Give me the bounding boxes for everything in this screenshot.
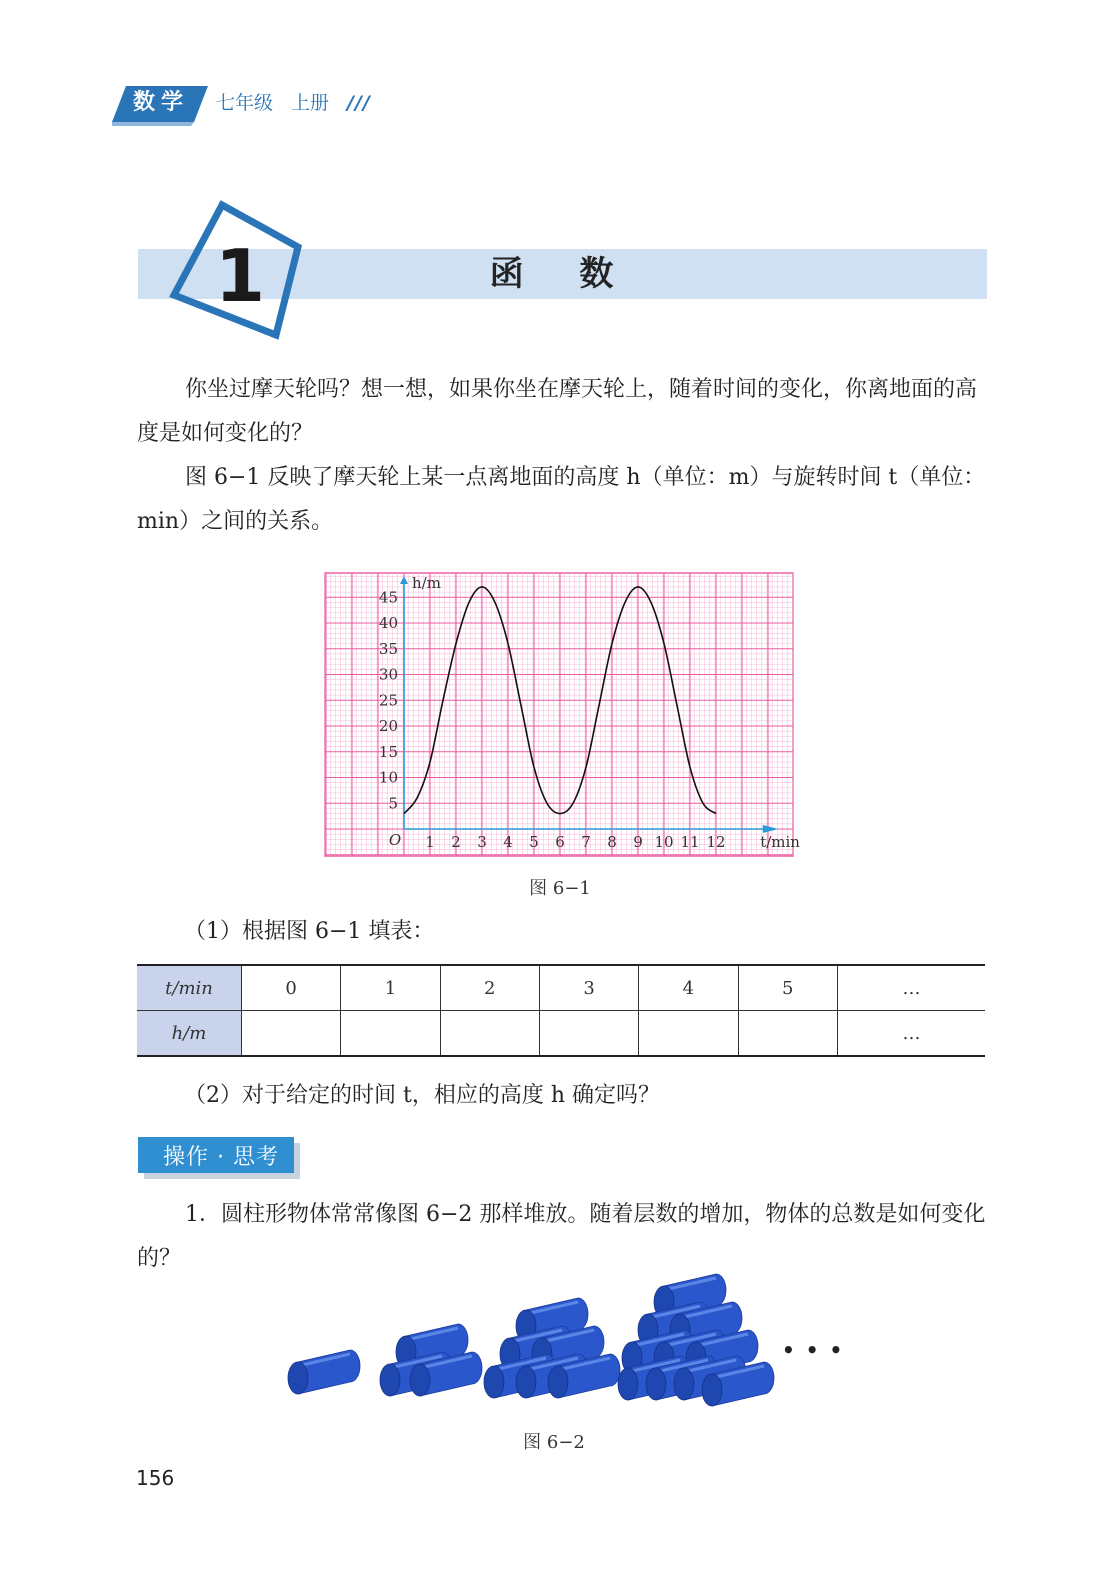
x-tick-label: 2 (451, 833, 461, 851)
volume-label: 上册 (291, 92, 330, 114)
table-cell: 2 (440, 965, 539, 1011)
y-tick-label: 35 (378, 639, 398, 658)
table-cell-blank[interactable] (440, 1011, 539, 1057)
intro-paragraph-2: 图 6−1 反映了摩天轮上某一点离地面的高度 h（单位：m）与旋转时间 t（单位：min）之间的关系。 (137, 465, 986, 534)
continuation-dots: • • • (782, 1338, 845, 1362)
table-cell-blank[interactable] (341, 1011, 440, 1057)
table-cell-blank[interactable] (242, 1011, 341, 1057)
section-number: 1 (214, 234, 266, 318)
question-2: （2）对于给定的时间 t，相应的高度 h 确定吗？ (184, 1083, 660, 1108)
figure-caption-6-2: 图 6−2 (523, 1432, 585, 1453)
y-tick-label: 30 (378, 665, 398, 684)
x-tick-label: 1 (425, 833, 435, 851)
question-1: （1）根据图 6−1 填表： (184, 919, 435, 944)
table-cell: 4 (639, 965, 738, 1011)
table-head-t: t/min (137, 965, 242, 1011)
y-tick-label: 40 (378, 614, 398, 632)
section-title: 函 数 (489, 254, 636, 294)
table-cell-ellipsis: … (837, 1011, 985, 1057)
x-tick-label: 10 (654, 833, 674, 851)
grade-label: 七年级 (216, 92, 274, 114)
x-tick-label: 6 (555, 833, 565, 851)
figure-caption-6-1: 图 6−1 (529, 878, 591, 899)
x-tick-label: 4 (503, 833, 513, 851)
x-tick-label: 11 (680, 833, 700, 851)
y-tick-label: 20 (378, 717, 398, 735)
table-cell: 3 (539, 965, 638, 1011)
fill-table (137, 964, 985, 1057)
table-head-h: h/m (137, 1011, 242, 1057)
x-tick-label: 9 (633, 833, 643, 851)
y-tick-label: 45 (378, 588, 398, 607)
table-row (137, 965, 985, 1011)
operation-badge-label: 操作 · 思考 (163, 1145, 279, 1170)
cylinder-icon (288, 1350, 360, 1394)
x-tick-label: 7 (581, 833, 591, 851)
y-axis-label: h/m (412, 574, 441, 592)
header-breadcrumb (216, 90, 389, 116)
x-tick-label: 8 (607, 833, 617, 851)
subject-label: 数学 (132, 90, 189, 115)
table-cell-blank[interactable] (539, 1011, 638, 1057)
y-tick-label: 5 (388, 794, 398, 813)
operation-paragraph-1: 1．圆柱形物体常常像图 6−2 那样堆放。随着层数的增加，物体的总数是如何变化的？ (137, 1202, 986, 1271)
table-cell-ellipsis: … (837, 965, 985, 1011)
table-row (137, 1011, 985, 1057)
intro-paragraph-1: 你坐过摩天轮吗？想一想，如果你坐在摩天轮上，随着时间的变化，你离地面的高度是如何变化的？ (137, 377, 978, 446)
page-number: 156 (136, 1466, 175, 1490)
y-tick-label: 10 (378, 768, 398, 787)
cylinder-stacks-figure (280, 1280, 840, 1420)
table-cell-blank[interactable] (738, 1011, 837, 1057)
table-cell: 5 (738, 965, 837, 1011)
x-tick-label: 12 (706, 833, 726, 851)
table-cell: 0 (242, 965, 341, 1011)
y-tick-label: 25 (378, 691, 398, 710)
height-time-chart (324, 572, 800, 857)
origin-label: O (388, 831, 402, 849)
table-cell-blank[interactable] (639, 1011, 738, 1057)
x-tick-label: 3 (477, 833, 487, 851)
y-tick-label: 15 (378, 742, 398, 761)
x-tick-label: 5 (529, 833, 539, 851)
header-slashes: /// (347, 92, 371, 114)
x-axis-label: t/min (760, 833, 800, 851)
table-cell: 1 (341, 965, 440, 1011)
